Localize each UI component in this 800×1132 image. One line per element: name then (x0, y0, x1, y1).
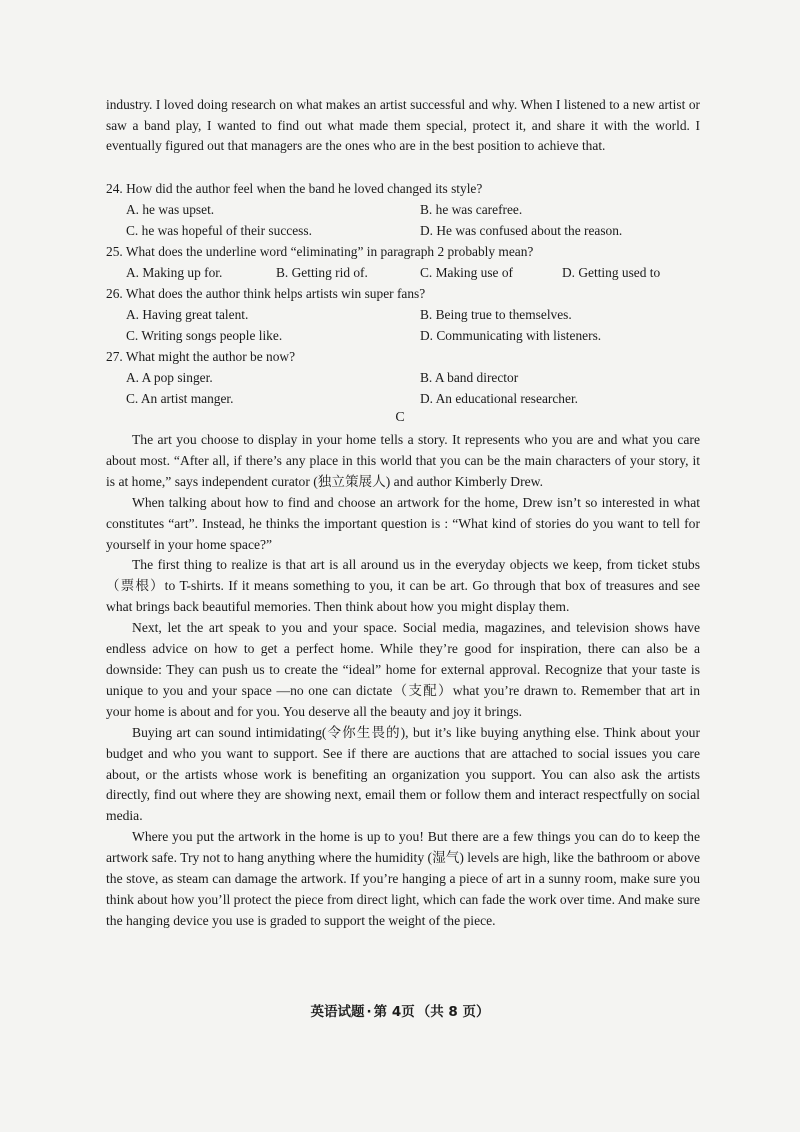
q25-option-b: B. Getting rid of. (276, 265, 368, 280)
passage-paragraph-3: The first thing to realize is that art is all around us in the everyday objects we keep, from ticket stubs（票根）to T-shirts. If it means something to you, it can be art. Go through that box of treasures and see what brings back beautiful memories. Then think about how you might display them. (106, 557, 700, 615)
passage-c (106, 430, 700, 932)
footer-subject: 英语试题 (310, 1004, 365, 1020)
q26-option-b: B. Being true to themselves. (420, 307, 572, 322)
q27-option-d: D. An educational researcher. (420, 391, 579, 406)
footer-dot: · (366, 1004, 372, 1020)
passage-paragraph-2: When talking about how to find and choose an artwork for the home, Drew isn’t so interested in what constitutes “art”. Instead, he thinks the important question is : “What kind of stories do you want to tell for yourself in your home space?” (106, 494, 700, 552)
footer-total-pages: （共 8 页） (416, 1004, 490, 1020)
q25-option-c: C. Making use of (420, 265, 513, 280)
question-26: 26. What does the author think helps artists win super fans? (106, 286, 426, 301)
q25-option-a: A. Making up for. (126, 265, 223, 280)
question-27: 27. What might the author be now? (106, 349, 296, 364)
intro-paragraph: industry. I loved doing research on what makes an artist successful and why. When I listened to a new artist or saw a band play, I wanted to find out what made them special, protect it, and share it with the world. I eventually figured out that managers are the ones who are in the best position to achieve that. (106, 97, 700, 154)
q26-option-d: D. Communicating with listeners. (420, 328, 602, 343)
passage-paragraph-1: The art you choose to display in your home tells a story. It represents who you are and what you care about most. “After all, if there’s any place in this world that you can be the main characters of your story, it is at home,” says independent curator (独立策展人) and author Kimberly Drew. (106, 432, 700, 489)
q25-option-d: D. Getting used to (562, 265, 661, 280)
passage-paragraph-6: Where you put the artwork in the home is up to you! But there are a few things you can do to keep the artwork safe. Try not to hang anything where the humidity (湿气) levels are high, like the bathroom or above the stove, as steam can damage the artwork. If you’re hanging a piece of art in a sunny room, make sure you think about how you’ll protect the piece from direct light, which can fade the work over time. And make sure the hanging device you use is graded to support the weight of the piece. (106, 829, 700, 928)
q27-option-c: C. An artist manger. (126, 391, 234, 406)
q24-option-b: B. he was carefree. (420, 202, 523, 217)
section-c-label: C (395, 410, 405, 425)
passage-paragraph-4: Next, let the art speak to you and your space. Social media, magazines, and television shows have endless advice on how to get a perfect home. While they’re good for inspiration, there can also be a downside: They can push us to create the “ideal” home for external approval. Recognize that your taste is unique to you and your space —no one can dictate（支配）what you’re drawn to. Remember that art in your home is about and for you. You deserve all the beauty and joy it brings. (106, 620, 700, 719)
q26-option-c: C. Writing songs people like. (126, 328, 283, 343)
q24-option-a: A. he was upset. (126, 202, 215, 217)
page-footer (0, 1000, 800, 1020)
passage-paragraph-5: Buying art can sound intimidating(令你生畏的), but it’s like buying anything else. Think about your budget and who you want to support. See if there are auctions that are attached to social issues you care about, or the artists whose work is benefiting an organization you support. You can also ask the artists directly, find out where they are showing next, email them or follow them and interact respectfully on social media. (106, 724, 700, 824)
q24-option-d: D. He was confused about the reason. (420, 223, 623, 238)
footer-page-number: 第 4页 (373, 1004, 415, 1020)
q27-option-b: B. A band director (420, 370, 519, 385)
question-25: 25. What does the underline word “eliminating” in paragraph 2 probably mean? (106, 244, 534, 259)
q26-option-a: A. Having great talent. (126, 307, 249, 322)
q24-option-c: C. he was hopeful of their success. (126, 223, 312, 238)
q27-option-a: A. A pop singer. (126, 370, 213, 385)
question-24: 24. How did the author feel when the band he loved changed its style? (106, 181, 483, 196)
